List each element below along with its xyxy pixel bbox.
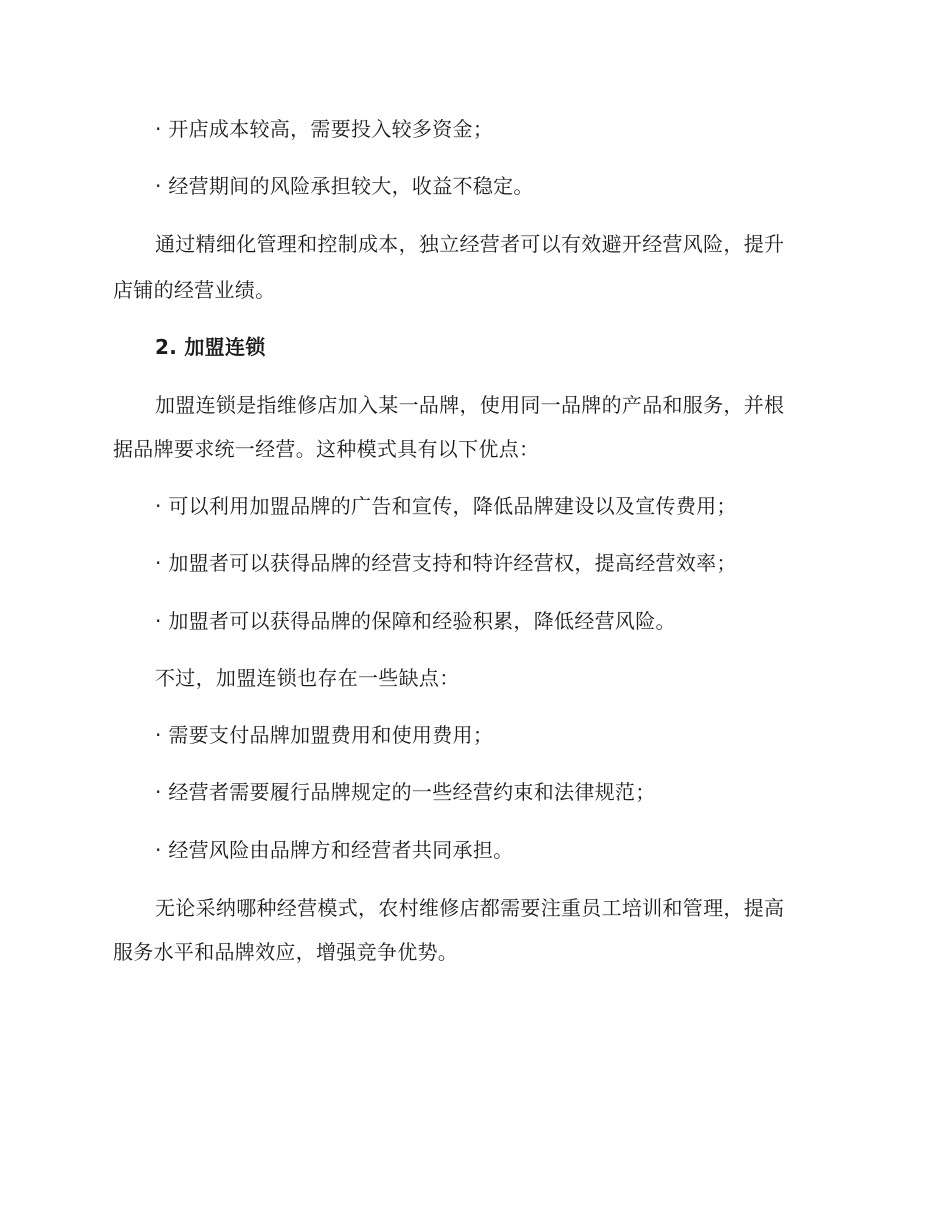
paragraph-line: 店铺的经营业绩。 — [113, 278, 276, 302]
section-heading: 2. 加盟连锁 — [155, 335, 266, 359]
paragraph-line: 服务水平和品牌效应，增强竞争优势。 — [113, 940, 459, 964]
paragraph-line: 无论采纳哪种经营模式，农村维修店都需要注重员工培训和管理，提高 — [155, 896, 785, 920]
paragraph-line: 通过精细化管理和控制成本，独立经营者可以有效避开经营风险，提升 — [155, 232, 785, 256]
bullet-item: · 可以利用加盟品牌的广告和宣传，降低品牌建设以及宣传费用； — [155, 494, 737, 518]
bullet-item: · 经营风险由品牌方和经营者共同承担。 — [155, 838, 514, 862]
bullet-item: · 加盟者可以获得品牌的经营支持和特许经营权，提高经营效率； — [155, 551, 737, 575]
bullet-item: · 需要支付品牌加盟费用和使用费用； — [155, 723, 494, 747]
paragraph-line: 据品牌要求统一经营。这种模式具有以下优点： — [113, 437, 540, 461]
bullet-item: · 经营者需要履行品牌规定的一些经营约束和法律规范； — [155, 780, 656, 804]
paragraph-line: 不过，加盟连锁也存在一些缺点： — [155, 666, 460, 690]
bullet-item: · 经营期间的风险承担较大，收益不稳定。 — [155, 174, 534, 198]
bullet-item: · 加盟者可以获得品牌的保障和经验积累，降低经营风险。 — [155, 609, 676, 633]
bullet-item: · 开店成本较高，需要投入较多资金； — [155, 117, 494, 141]
paragraph-line: 加盟连锁是指维修店加入某一品牌，使用同一品牌的产品和服务，并根 — [155, 393, 785, 417]
